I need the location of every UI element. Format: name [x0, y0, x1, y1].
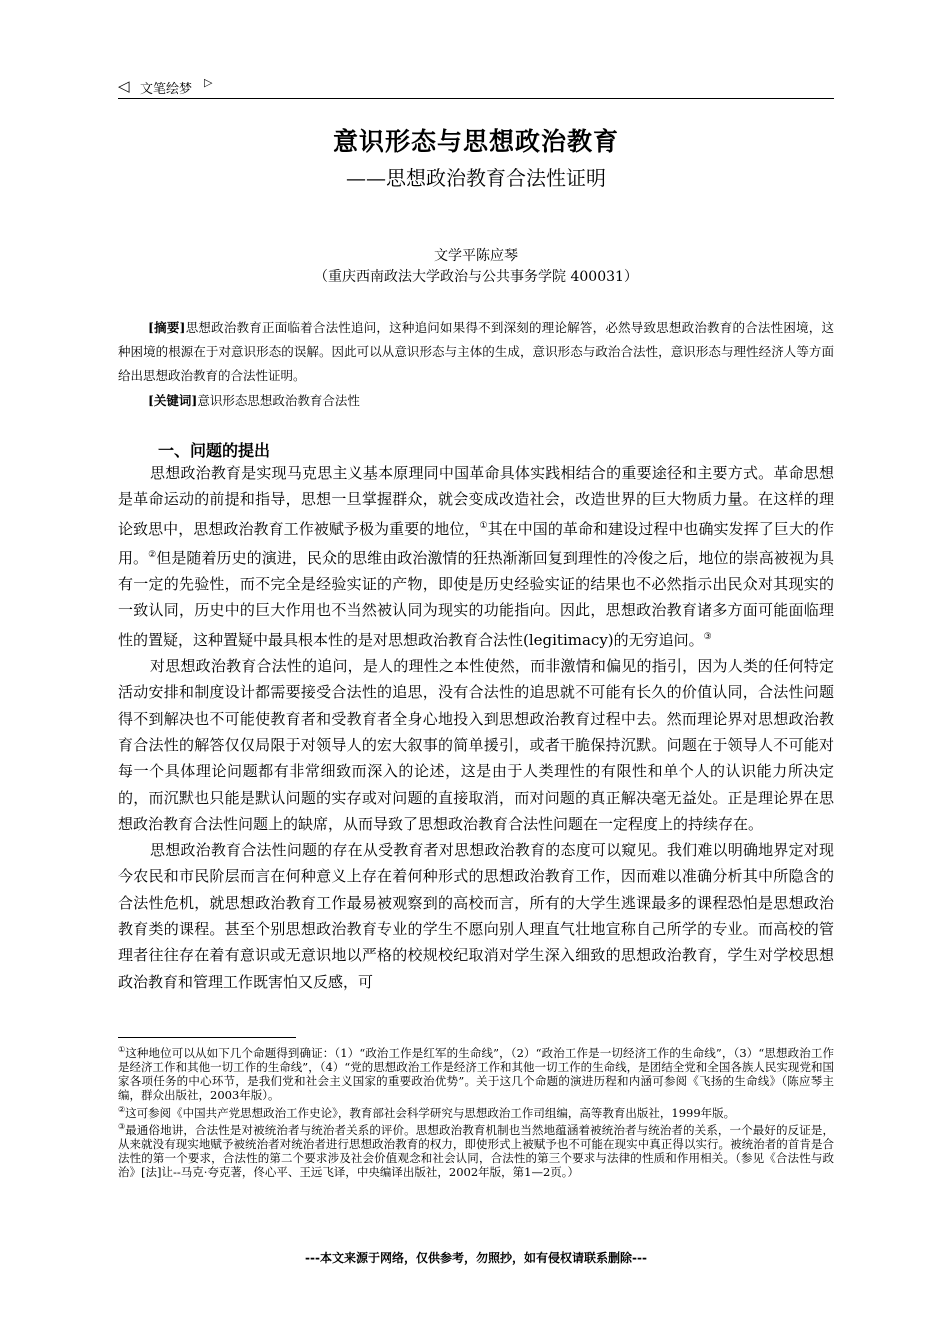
paragraph-1-part-c: 但是随着历史的演进，民众的思维由政治激情的狂热渐渐回复到理性的冷俊之后，地位的崇高被视为具有一定的先验性，而不完全是经验实证的产物，即使是历史经验实证的结果也不必然指示出民众对其现实的一致认同，历史中的巨大作用也不当然被认同为现实的功能指向。因此，思想政治教育诸多方面可能面临理性的置疑，这种置疑中最具根本性的是对思想政治教育合法性(legitimacy)的无穷追问。: [118, 548, 834, 649]
footnote-separator: [118, 1037, 296, 1038]
paragraph-1: [118, 460, 834, 653]
triangle-right-outline-icon: ▷: [204, 76, 213, 89]
page-header: [118, 74, 834, 99]
footnote-text: 这可参阅《中国共产党思想政治工作史论》，教育部社会科学研究与思想政治工作司组编，高等教育出版社，1999年版。: [125, 1105, 736, 1120]
paragraph-1-part-b: 其在中国的革命和建设过程中也确实发挥了巨大的作用。: [118, 519, 834, 567]
abstract-text: 思想政治教育正面临着合法性追问，这种追问如果得不到深刻的理论解答，必然导致思想政治教育的合法性困境，这种困境的根源在于对意识形态的误解。因此可以从意识形态与主体的生成，意识形态与政治合法性，意识形态与理性经济人等方面给出思想政治教育的合法性证明。: [118, 320, 834, 383]
page-footer: ---本文来源于网络，仅供参考，勿照抄，如有侵权请联系删除---: [305, 1251, 647, 1265]
footnote-mark: ①: [118, 1045, 126, 1054]
document-title: 意识形态与思想政治教育: [332, 127, 619, 156]
paragraph-3: 思想政治教育合法性问题的存在从受教育者对思想政治教育的态度可以窥见。我们难以明确地界定对现今农民和市民阶层而言在何种意义上存在着何种形式的思想政治教育工作，因而难以准确分析其中所隐含的合法性危机，就思想政治教育工作最易被观察到的高校而言，所有的大学生逃课最多的课程恐怕是思想政治教育类的课程。甚至个别思想政治教育专业的学生不愿向别人理直气壮地宣称自己所学的专业。而高校的管理者往往存在着有意识或无意识地以严格的校规校纪取消对学生深入细致的思想政治教育，学生对学校思想政治教育和管理工作既害怕又反感，可: [118, 841, 834, 991]
triangle-left-outline-icon: ◁: [118, 77, 130, 95]
paragraph-2: 对思想政治教育合法性的追问，是人的理性之本性使然，而非激情和偏见的指引，因为人类的任何特定活动安排和制度设计都需要接受合法性的追思，没有合法性的追思就不可能有长久的价值认同，合法性问题得不到解决也不可能使教育者和受教育者全身心地投入到思想政治教育过程中去。然而理论界对思想政治教育合法性的解答仅仅局限于对领导人的宏大叙事的简单援引，或者干脆保持沉默。问题在于领导人不可能对每一个具体理论问题都有非常细致而深入的论述，这是由于人类理性的有限性和单个人的认识能力所决定的，而沉默也只能是默认问题的实存或对问题的直接取消，而对问题的真正解决毫无益处。正是理论界在思想政治教育合法性问题上的缺席，从而导致了思想政治教育合法性问题在一定程度上的持续存在。: [118, 657, 834, 833]
paragraph-1-part-a: 思想政治教育是实现马克思主义基本原理同中国革命具体实践相结合的重要途径和主要方式。革命思想是革命运动的前提和指导，思想一旦掌握群众，就会变成改造社会，改造世界的巨大物质力量。在这样的理论致思中，思想政治教育工作被赋予极为重要的地位，: [118, 464, 834, 538]
section-heading: 一、问题的提出: [158, 441, 271, 460]
keywords: [148, 391, 360, 409]
footnote-2: [118, 1103, 834, 1120]
document-subtitle: ——思想政治教育合法性证明: [346, 166, 606, 190]
footnote-1: [118, 1043, 834, 1103]
footnote-text: 最通俗地讲，合法性是对被统治者与统治者关系的评价。思想政治教育机制也当然地蕴涵着被统治者与统治者的关系，一个最好的反证是，从来就没有现实地赋予被统治者对统治者进行思想政治教育的权力，即使形式上被赋予也不可能在现实中真正得以实行。被统治者的首肯是合法性的第一个要求，合法性的第二个要求涉及社会价值观念和社会认同，合法性的第三个要求与法律的性质和作用相关。（参见《合法性与政治》[法]让--马克·夸克著，佟心平、王远飞译，中央编译出版社，2002年版，第1—2页。）: [118, 1122, 834, 1180]
footnote-text: 这种地位可以从如下几个命题得到确证：（1）“政治工作是红军的生命线”，（2）“政治工作是一切经济工作的生命线”，（3）“思想政治工作是经济工作和其他一切工作的生命线”，（4）“党的思想政治工作是经济工作和其他一切工作的生命线，是团结全党和全国各族人民实现党和国家各项任务的中心环节，是我们党和社会主义国家的重要政治优势”。关于这几个命题的演进历程和内涵可参阅《飞扬的生命线》（陈应琴主编，群众出版社，2003年版）。: [118, 1045, 835, 1103]
footnote-mark: ②: [118, 1104, 126, 1114]
header-brand: 文笔绘梦: [140, 82, 193, 97]
footnote-ref-2[interactable]: ②: [148, 549, 157, 560]
footnote-3: [118, 1120, 834, 1180]
keywords-text: 意识形态思想政治教育合法性: [197, 393, 360, 408]
affiliation-line: （重庆西南政法大学政治与公共事务学院 400031）: [314, 269, 638, 285]
footnote-mark: ③: [118, 1121, 126, 1131]
abstract: [118, 316, 834, 388]
footnotes: [118, 1043, 834, 1179]
footnote-ref-3[interactable]: ③: [703, 631, 712, 642]
abstract-label: [摘要]: [148, 320, 186, 335]
author-line: 文学平陈应琴: [434, 248, 518, 264]
footnote-ref-1[interactable]: ①: [479, 520, 488, 531]
body-text: [118, 460, 834, 995]
keywords-label: [关键词]: [148, 393, 198, 408]
